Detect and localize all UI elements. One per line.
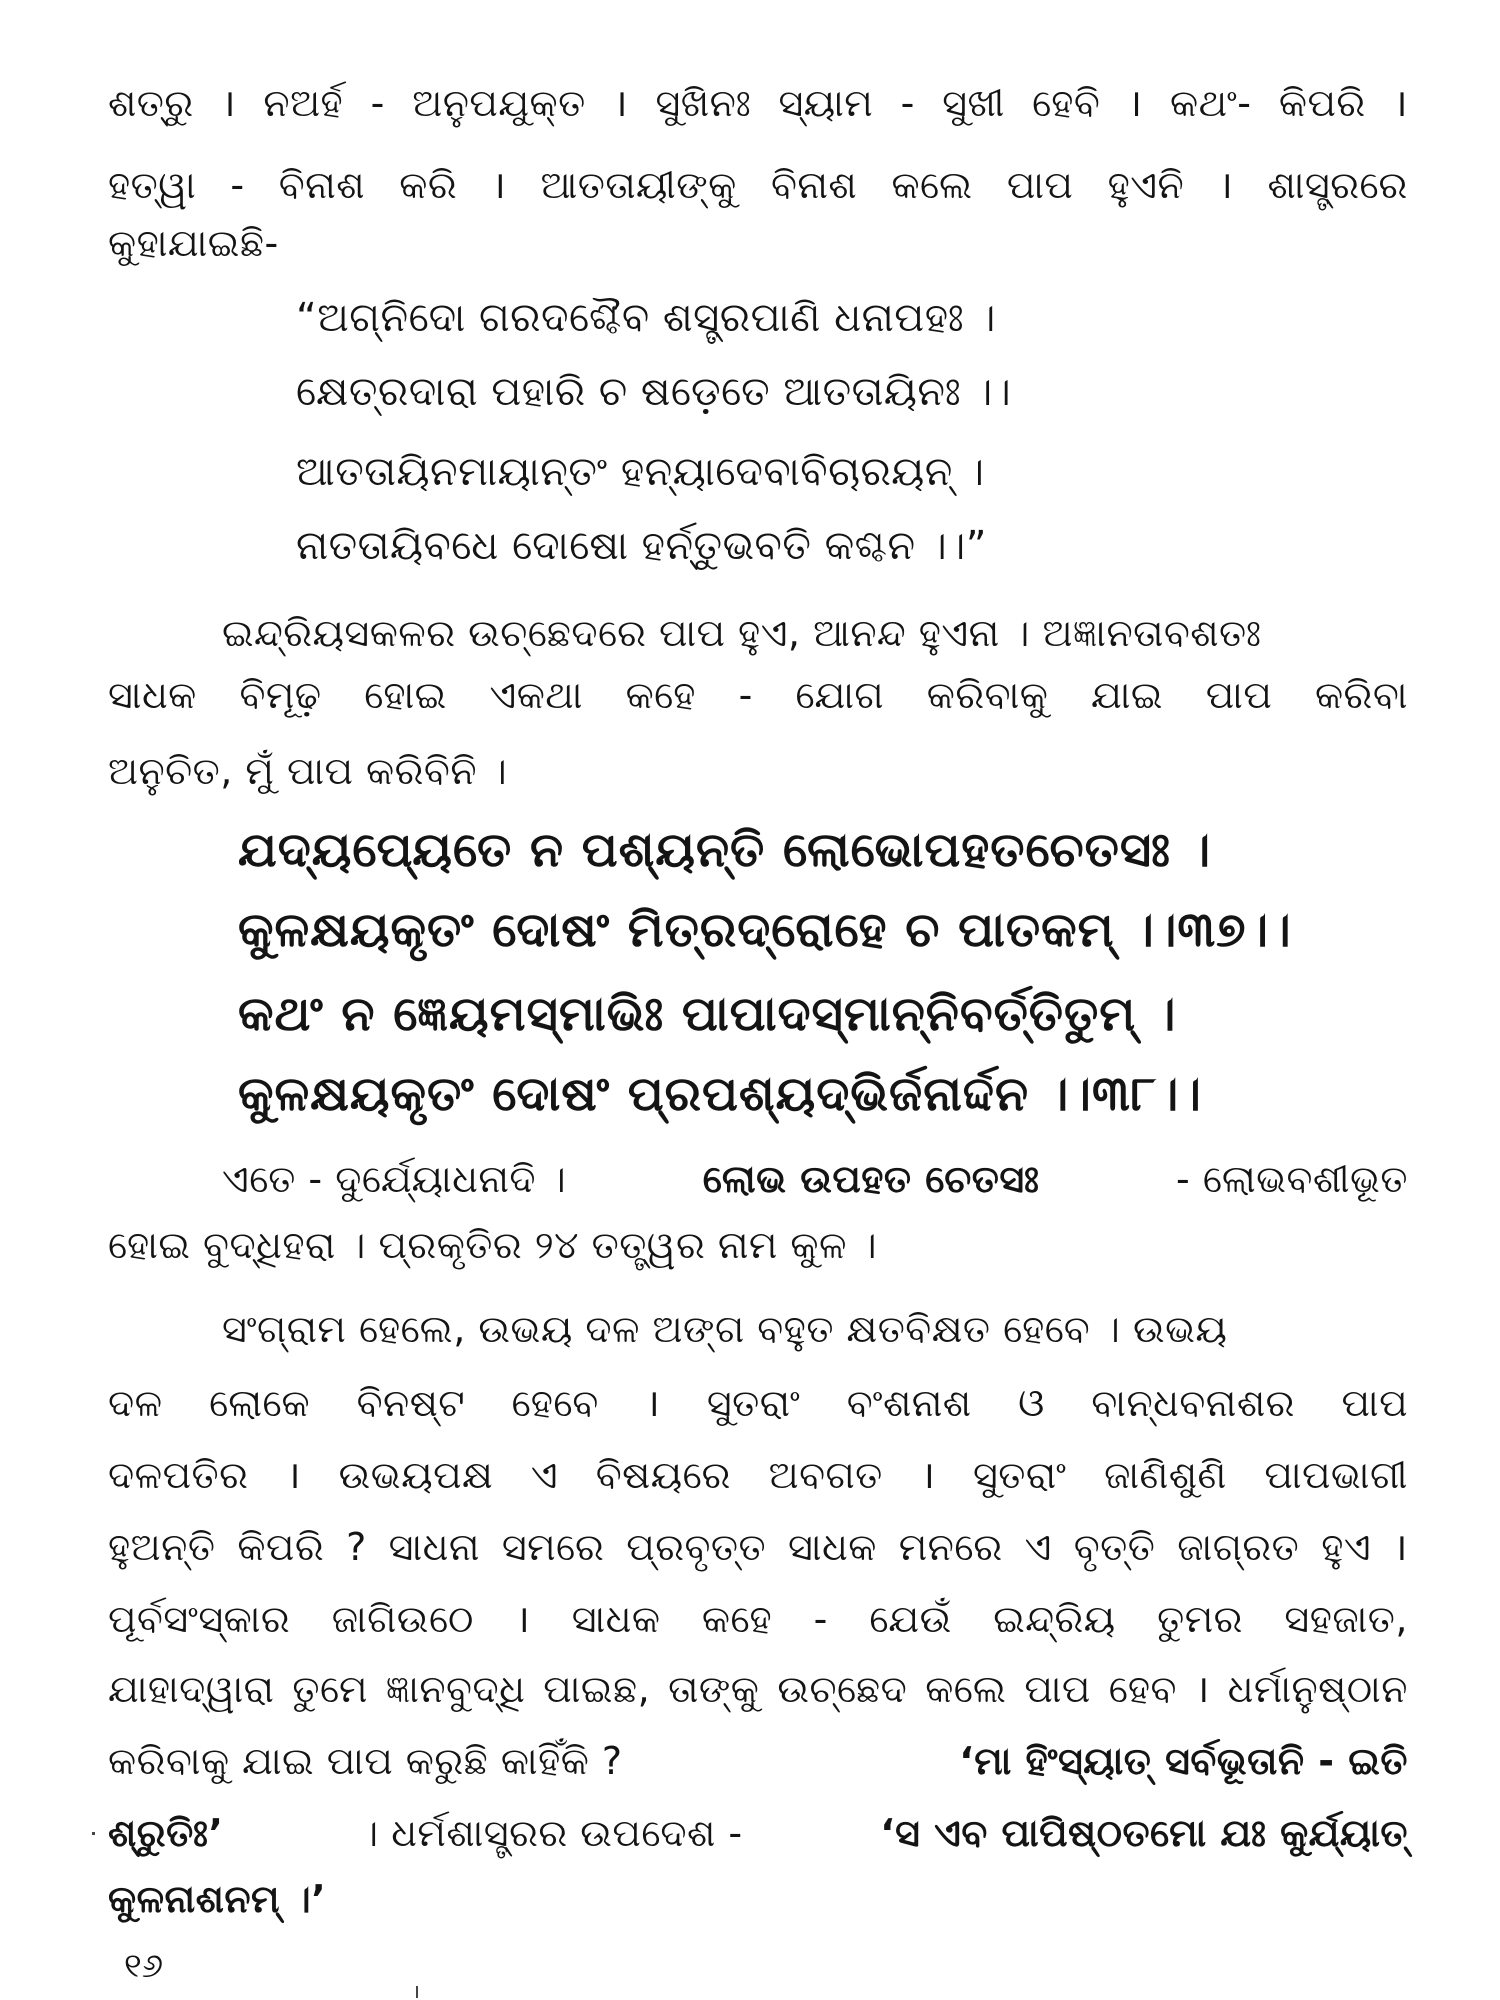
word: ବିନାଶ xyxy=(770,163,858,207)
word: ଦଳପତିର xyxy=(108,1453,249,1497)
text-line xyxy=(108,1597,1408,1641)
sloka-line-3: କଥଂ ନ ଜ୍ଞେୟମସ୍ମାଭିଃ ପାପାଦସ୍ମାନ୍ନିବର୍ତ୍ତିତୁମ୍ । xyxy=(238,986,1177,1042)
word: - xyxy=(813,1597,828,1641)
verse-line-1: “ଅଗ୍ନିଦୋ ଗରଦଶ୍ଚୈବ ଶସ୍ତ୍ରପାଣି ଧନାପହଃ । xyxy=(296,295,996,341)
word: ତୁମର xyxy=(1157,1597,1243,1641)
word: । xyxy=(1393,81,1408,125)
para3-line2: ହୋଇ ବୁଦ୍ଧିହରା । ପ୍ରକୃତିର ୨୪ ତତ୍ତ୍ୱର ନାମ କୁଳ । xyxy=(108,1223,878,1267)
word: ହତ୍ୱା xyxy=(108,163,197,207)
scan-mark xyxy=(416,1986,418,1998)
word: ଯେଉଁ xyxy=(869,1597,952,1641)
word: ଅବଗତ xyxy=(768,1453,883,1497)
word: ହେବ xyxy=(1108,1667,1177,1711)
text-line xyxy=(108,1739,1408,1783)
word: ଜ୍ଞାନବୁଦ୍ଧି xyxy=(385,1667,526,1711)
word: ବିନଷ୍ଟ xyxy=(356,1381,466,1425)
word: ଉଭୟପକ୍ଷ xyxy=(338,1453,494,1497)
word: ଇନ୍ଦ୍ରିୟ xyxy=(993,1597,1116,1641)
scan-mark xyxy=(92,1832,95,1835)
word: ଜାଣିଶୁଣି xyxy=(1104,1453,1227,1497)
text-line xyxy=(222,1157,1408,1201)
word: ଶତ୍ରୁ xyxy=(108,81,194,125)
word: ସାଧକ xyxy=(571,1597,661,1641)
word: - xyxy=(230,163,245,207)
para4-line7b: ‘ମା ହିଂସ୍ୟାତ୍ ସର୍ବଭୂତାନି - ଇତି xyxy=(959,1739,1408,1783)
word: ଓ xyxy=(1018,1381,1045,1425)
word: ଏକଥା xyxy=(489,673,583,717)
word: ଯୋଗ xyxy=(795,673,885,717)
word: କଥଂ- xyxy=(1169,81,1252,125)
word: । xyxy=(613,81,629,125)
para2-line3: ଅନୁଚିତ, ମୁଁ ପାପ କରିବିନି । xyxy=(108,749,508,793)
para3-line1b: ଲୋଭ ଉପହତ ଚେତସଃ xyxy=(702,1157,1040,1201)
word: । xyxy=(1194,1667,1210,1711)
word: - xyxy=(900,81,915,125)
word: କହେ xyxy=(701,1597,773,1641)
word: ବଂଶନାଶ xyxy=(846,1381,972,1425)
word: ପୂର୍ବସଂସ୍କାର xyxy=(108,1597,291,1641)
text-line xyxy=(108,163,1408,207)
word: ହୁଅନ୍ତି xyxy=(108,1525,216,1569)
word: କରିବା xyxy=(1314,673,1408,717)
verse-line-3: ଆତତାୟିନମାୟାନ୍ତଂ ହନ୍ୟାଦେବାବିଚାରୟନ୍ । xyxy=(296,449,985,495)
sloka-line-4: କୁଳକ୍ଷୟକୃତଂ ଦୋଷଂ ପ୍ରପଶ୍ୟଦ୍ଭିର୍ଜନାର୍ଦ୍ଦନ ।।୩୮।। xyxy=(238,1066,1202,1122)
text-line xyxy=(108,1667,1408,1711)
word: କରିବାକୁ xyxy=(926,673,1049,717)
word: ହୁଏନି xyxy=(1107,163,1185,207)
word: ଏ xyxy=(530,1453,559,1497)
word: କଲେ xyxy=(891,163,973,207)
word: ଧର୍ମାନୁଷ୍ଠାନ xyxy=(1227,1667,1408,1711)
word: ବାନ୍ଧବନାଶର xyxy=(1091,1381,1295,1425)
word: କହେ xyxy=(625,673,696,717)
word: ସୁଖୀ xyxy=(942,81,1005,125)
word: - xyxy=(370,81,385,125)
word: ଜାଗିଉଠେ xyxy=(331,1597,474,1641)
word: ଲୋକେ xyxy=(209,1381,311,1425)
verse-line-4: ନାତତାୟିବଧେ ଦୋଷୋ ହର୍ନ୍ତୁଭବତି କଶ୍ଚନ ।।” xyxy=(296,523,987,569)
word: ତାଙ୍କୁ xyxy=(668,1667,760,1711)
word: ହୁଏ xyxy=(1321,1525,1372,1569)
text-line xyxy=(108,673,1408,717)
word: ହେବେ xyxy=(511,1381,599,1425)
text-line xyxy=(108,1453,1408,1497)
word: ବିମୂଢ଼ xyxy=(239,673,322,717)
text-line xyxy=(108,81,1408,125)
word: ସାଧନା xyxy=(388,1525,480,1569)
word: ଯାଇ xyxy=(1091,673,1164,717)
para4-line8a: ଶ୍ରୁତିଃ’ xyxy=(108,1811,224,1855)
word: ପାପ xyxy=(1024,1667,1091,1711)
para4-line1: ସଂଗ୍ରାମ ହେଲେ, ଉଭୟ ଦଳ ଅଙ୍ଗ ବହୁତ କ୍ଷତବିକ୍ଷତ ହେବେ । ଉଭୟ xyxy=(222,1307,1228,1351)
word: ପାପ xyxy=(1006,163,1074,207)
para2-line1: ଇନ୍ଦ୍ରିୟସକଳର ଉଚ୍ଛେଦରେ ପାପ ହୁଏ, ଆନନ୍ଦ ହୁଏନା । ଅଜ୍ଞାନତାବଶତଃ xyxy=(222,611,1262,655)
word: ଶାସ୍ତ୍ରରେ xyxy=(1267,163,1408,207)
word: ସମରେ xyxy=(501,1525,605,1569)
word: କିପରି xyxy=(1278,81,1366,125)
word: । xyxy=(515,1597,531,1641)
word: ଯାହାଦ୍ୱାରା xyxy=(108,1667,275,1711)
word: ଏ xyxy=(1024,1525,1052,1569)
para4-line8b: । ଧର୍ମଶାସ୍ତ୍ରର ଉପଦେଶ - xyxy=(361,1811,743,1855)
word: ଆତତାୟୀଙ୍କୁ xyxy=(540,163,737,207)
word: ସୁଖିନଃ xyxy=(655,81,752,125)
word: ପ୍ରବୃତ୍ତ xyxy=(626,1525,767,1569)
word: ତୁମେ xyxy=(292,1667,368,1711)
page-number: ୧୬ xyxy=(124,1946,164,1986)
word: ଅନୁପଯୁକ୍ତ xyxy=(412,81,586,125)
verse-line-2: କ୍ଷେତ୍ରଦାରା ପହାରି ଚ ଷଡ଼େତେ ଆତତାୟିନଃ ।। xyxy=(296,369,1012,415)
word: - xyxy=(738,673,753,717)
word: ସୁତରାଂ xyxy=(706,1381,801,1425)
word: ସୁତରାଂ xyxy=(973,1453,1067,1497)
word: ପାପ xyxy=(1205,673,1273,717)
word: । xyxy=(1127,81,1143,125)
word: ପାଇଛ, xyxy=(543,1667,651,1711)
word: । xyxy=(1218,163,1234,207)
para4-line7a: କରିବାକୁ ଯାଇ ପାପ କରୁଛି କାହିଁକି ? xyxy=(108,1739,623,1783)
sloka-line-2: କୁଳକ୍ଷୟକୃତଂ ଦୋଷଂ ମିତ୍ରଦ୍ରୋହେ ଚ ପାତକମ୍ ।।୩୭।। xyxy=(238,902,1292,958)
word: । xyxy=(491,163,507,207)
word: ସହଜାତ, xyxy=(1284,1597,1408,1641)
word: । xyxy=(221,81,236,125)
para4-line9: କୁଳନାଶନମ୍ ।’ xyxy=(108,1877,327,1921)
word: ବୃତ୍ତି xyxy=(1073,1525,1156,1569)
text-line xyxy=(108,1381,1408,1425)
word: କିପରି xyxy=(237,1525,325,1569)
word: ? xyxy=(346,1525,367,1569)
word: । xyxy=(920,1453,936,1497)
word: ମନରେ xyxy=(898,1525,1003,1569)
word: କଲେ xyxy=(925,1667,1007,1711)
word: କରି xyxy=(399,163,458,207)
para3-line1a: ଏତେ - ଦୁର୍ଯ୍ୟୋଧନାଦି । xyxy=(222,1157,567,1201)
text-line xyxy=(108,1811,1408,1855)
word: ପାପ xyxy=(1341,1381,1408,1425)
word: ବିଷୟରେ xyxy=(595,1453,731,1497)
word: ହେବି xyxy=(1032,81,1101,125)
word: ହୋଇ xyxy=(364,673,447,717)
text-line xyxy=(108,1525,1408,1569)
para3-line1c: - ଲୋଭବଶୀଭୂତ xyxy=(1176,1157,1408,1201)
word: ସ୍ୟାମ xyxy=(778,81,874,125)
word: ଦଳ xyxy=(108,1381,163,1425)
word: ପାପଭାଗୀ xyxy=(1264,1453,1408,1497)
word: ସାଧକ xyxy=(788,1525,877,1569)
word: ଜାଗ୍ରତ xyxy=(1177,1525,1300,1569)
word: । xyxy=(645,1381,661,1425)
word: । xyxy=(286,1453,301,1497)
word: । xyxy=(1393,1525,1408,1569)
para1-line3: କୁହାଯାଇଛି- xyxy=(108,221,279,265)
word: ଉଚ୍ଛେଦ xyxy=(777,1667,908,1711)
word: ସାଧକ xyxy=(108,673,197,717)
para4-line8c: ‘ସ ଏବ ପାପିଷ୍ଠତମୋ ଯଃ କୁର୍ଯ୍ୟାତ୍ xyxy=(880,1811,1408,1855)
sloka-line-1: ଯଦ୍ୟପ୍ୟେତେ ନ ପଶ୍ୟନ୍ତି ଲୋଭୋପହତଚେତସଃ । xyxy=(238,822,1212,878)
word: ବିନାଶ xyxy=(278,163,366,207)
word: ନଅର୍ହ xyxy=(263,81,344,125)
